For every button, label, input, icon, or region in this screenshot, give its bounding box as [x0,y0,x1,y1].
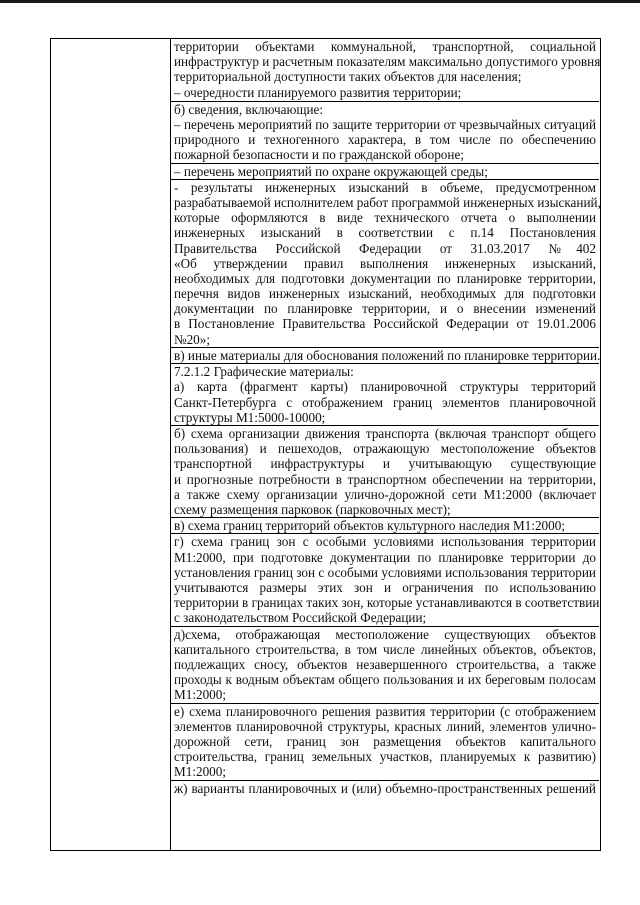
text-line: природного и техногенного характера, в том числе по обеспечению [174,132,596,148]
table-row [171,347,599,363]
text-line: – очередности планируемого развития территории; [174,84,462,100]
table-row [171,780,599,796]
table-left-column [51,39,171,850]
text-line: пожарной безопасности и по гражданской обороне; [174,147,464,163]
text-line: транспортной инфраструктуры и учитывающую существующие [174,456,596,472]
text-line: схему размещения парковок (парковочных мест); [174,501,451,517]
text-line: М1:2000; [174,687,227,703]
text-line: строительства, границ земельных участков, планируемых к развитию) [174,749,596,765]
table-row [171,425,599,517]
text-line: д)схема, отображающая местоположение существующих объектов [174,626,596,642]
table-row [171,101,599,163]
table-row [171,363,599,425]
text-line: необходимых для подготовки документации по планировке территории, [174,270,596,286]
table-row [171,533,599,625]
text-line: – перечень мероприятий по защите территории от чрезвычайных ситуаций [174,116,596,132]
text-line: М1:2000; [174,764,227,780]
text-line: территории в границах таких зон, которые устанавливаются в соответствии [174,595,600,611]
text-line: дорожной сети, границ зон размещения объектов капитального [174,733,596,749]
table-row [171,626,599,703]
text-line: капитального строительства, в том числе линейных объектов, объектов, [174,641,596,657]
text-line: инженерных изысканий в соответствии с п.14 Постановления [174,225,596,241]
text-line: №20»; [174,331,211,347]
text-line: инфраструктур и расчетным показателям максимально допустимого уровня [174,54,601,70]
table-row [171,179,599,347]
text-line: г) схема границ зон с особыми условиями использования территории [174,534,596,550]
text-line: - результаты инженерных изысканий в объеме, предусмотренном [174,179,596,195]
text-line: а) карта (фрагмент карты) планировочной структуры территорий [174,379,596,395]
text-line: учитываются размеры этих зон и ограничения по использованию [174,579,596,595]
text-line: Санкт-Петербурга с отображением границ элементов планировочной [174,394,596,410]
scan-top-edge [0,0,640,3]
text-line: 7.2.1.2 Графические материалы: [174,364,354,380]
text-line: которые оформляются в виде технического отчета о выполнении [174,210,596,226]
text-line: а также схему организации улично-дорожной сети М1:2000 (включает [174,486,596,502]
text-line: территориальной доступности таких объектов для населения; [174,69,522,85]
text-line: с законодательством Российской Федерации; [174,610,427,626]
text-line: в Постановление Правительства Российской Федерации от 19.01.2006 [174,316,596,332]
text-line: М1:2000, при подготовке документации по планировке территории до [174,549,596,565]
text-line: б) схема организации движения транспорта (включая транспорт общего [174,426,596,441]
text-line: е) схема планировочного решения развития территории (с отображением [174,703,596,719]
text-line: элементов планировочной структуры, красных линий, элементов улично- [174,718,596,734]
table-row [171,163,599,179]
requirements-table [50,38,601,851]
table-row [171,517,599,533]
text-line: ж) варианты планировочных и (или) объемно-пространственных решений [174,780,596,796]
text-line: разрабатываемой исполнителем работ программой инженерных изысканий, [174,194,601,210]
text-line: «Об утверждении правил выполнения инженерных изысканий, [174,255,596,271]
text-line: документации по планировке территории, и о внесении изменений [174,301,596,317]
text-line: территории объектами коммунальной, транспортной, социальной [174,39,596,54]
text-line: Правительства Российской Федерации от 31.03.2017 №402 [174,240,596,256]
text-line: установления границ зон с особыми условиями использования территории [174,564,596,580]
text-line: и прогнозные потребности в транспортном обеспечении на территории, [174,471,596,487]
text-line: – перечень мероприятий по охране окружающей среды; [174,163,488,179]
table-right-column [171,39,599,850]
text-line: структуры М1:5000-10000; [174,409,326,425]
text-line: в) схема границ территорий объектов культурного наследия М1:2000; [174,518,565,534]
text-line: подлежащих сносу, объектов незавершенного строительства, а также [174,656,596,672]
text-line: перечня видов инженерных изысканий, необходимых для подготовки [174,286,596,302]
text-line: б) сведения, включающие: [174,101,324,117]
table-row [171,39,599,100]
text-line: в) иные материалы для обоснования положений по планировке территории. [174,348,601,363]
table-row [171,703,599,780]
text-line: пользования) и пешеходов, отражающую местоположение объектов [174,441,596,457]
text-line: проходы к водным объектам общего пользования и их береговым полосам [174,672,596,688]
